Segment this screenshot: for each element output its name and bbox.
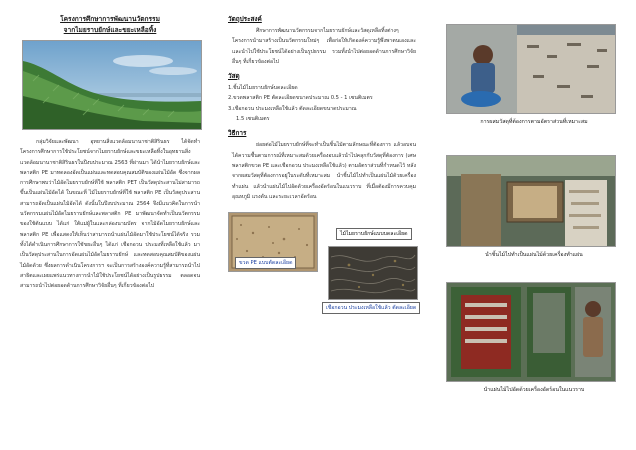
coastal-shrub-illustration [23,41,201,129]
mixing-caption: การผสมวัสดุที่ต้องการตามอัตราส่วนที่เหมาะสม [480,119,588,125]
rope-illustration [329,247,417,299]
pe-caption-tag: ขวด PE แบบตัดละเอียด [235,257,296,269]
material-item: 1.ชิ้นไม้ไมยราบยักษ์บดละเอียด [228,85,298,92]
materials-list [228,83,416,124]
rope-caption-tag: เชือกอวน ประมงเหลือใช้แล้ว ตัดละเอียด [322,302,420,314]
chopped-caption-tag: ไม้ไมยราบยักษ์แบบบดละเอียด [336,228,412,240]
title-line-1: โครงการศึกษาการพัฒนานวัตกรรม [60,15,160,23]
hot-press-photo [446,282,616,382]
intro-paragraph: กลุ่มวิจัยและพัฒนา อุทยานสิ่งแวดล้อมนานาชาติสิรินธร ได้จัดทำโครงการศึกษาการใช้ประโยชน์จากไมยราบยักษ์และขยะเหลือทิ้งในอุทยานสิ่งแวดล้อมนานาชาติสิรินธรในปีงบประมาณ 2563 ที่ผ่านมา ได้นำไมยราบยักษ์และพลาสติก PE มาทดลองอัดเป็นแผ่นและทดสอบคุณสมบัติของแผ่นไม้อัด ซึ่งจากผลการศึกษาพบว่าไม้อัดไมยราบยักษ์ที่ใช้ พลาสติก PET เป็นวัสดุประสานไม่สามารถขึ้นเป็นแผ่นไม้อัดได้ ในขณะที่ ไม้ไมยราบยักษ์ที่ใช้ พลาสติก PE เป็นวัสดุประสานสามารถอัดเป็นแผ่นไม้อัดได้ ดังนั้นในปีงบประมาณ 2564 จึงมีแนวคิดในการนำนวัตกรรมแผ่นไม้อัดไมยราบยักษ์และพลาสติก PE มาพัฒนาจัดทำเป็นนวัตกรรมของใช้ต้นแบบ ได้แก่ ใต้แม่ผู้ในและกล่องนามบัตร จากไม้อัดไมยราบยักษ์และพลาสติก PE เพื่อแสดงให้เห็นว่าสามารถนำแผ่นไม้อัดมาใช้ประโยชน์ได้จริง รวมทั้งได้ดำเนินการศึกษาการใช้ขยะอื่นๆ ได้แก่ เชือกอวน ประมงที่เหลือใช้แล้ว มาเป็นวัสดุประสานในการอัดแผ่นไม้อัดไมยราบยักษ์ และทดสอบคุณสมบัติของแผ่นไม้อัดด้วย ซึ่งผลการดำเนินโครงการฯ จะเป็นการสร้างองค์ความรู้ที่สามารถนำไปสาธิตและเผยแพร่แนวทางการนำไม้ใช้ประโยชน์ได้อย่างเป็นรูปธรรม ตลอดจนสามารถนำไปต่อยอดด้านการศึกษาวิจัยอื่นๆ ที่เกี่ยวข้องต่อไป [20,139,200,290]
mat-forming-illustration [447,156,615,246]
mixing-illustration [447,25,615,113]
panel-method [212,0,424,450]
material-item: 1.5 เซนติเมตร [236,116,270,123]
method-text: ย่อยต่อไม้ไมยราบยักษ์ที่จะทำเป็นชิ้นไม้ตามลักษณะที่ต้องการ แล้วอบจนได้ความชื้นตามการณ์ที่เหมาะสมด้วยเครื่องอบแล้วนำไปคลุกกับวัสดุที่ต้องการ (เศษพลาสติกขวด PE และเชือกอวน ประมงเหลือใช้แล้ว) ตามอัตราส่วนที่กำหนดไว้ หลังจากผสมวัสดุที่ต้องการอยู่ในระดับที่เหมาะสม นำชิ้นไม้ไปทำเป็นแผ่นไม้ด้วยเครื่องทำแผ่น แล้วนำแผ่นไม้ไปอัดด้วยเครื่องอัดร้อนในแนวราบ ที่เมื่อต้องมีการควบคุมอุณหภูมิ แรงดัน และระยะเวลาอัดร้อน [232,142,416,200]
material-item: 2.ขวดพลาสติก PE ตัดละเอียดขนาดประมาณ 0.5 - 1 เซนติเมตร [228,95,373,102]
materials-photo-group [228,210,416,330]
mixing-materials-photo [446,24,616,114]
objective-text: ศึกษาการพัฒนานวัตกรรมจากไมยราบยักษ์และวัสดุเหลือทิ้งต่างๆ โครงการนำมาสร้างเป็นนวัตกรรมใหม่ๆ เพื่อก่อให้เกิดองค์ความรู้พึ่งพาตนเองและ และนำไปใช้ประโยชน์ได้อย่างเป็นรูปธรรม รวมทั้งนำไปต่อยอดด้านการศึกษาวิจัยอื่นๆ ที่เกี่ยวข้องต่อไป [232,28,416,65]
hot-press-caption: นำแผ่นไม้ไปอัดด้วยเครื่องอัดร้อนในแนวราบ [483,387,585,393]
chopped-mimosa-photo [228,212,318,272]
mat-forming-photo [446,155,616,247]
objective-heading: วัตถุประสงค์ [228,15,262,23]
mat-forming-caption: นำชิ้นไม้ไปทำเป็นแผ่นไม้ด้วยเครื่องทำแผ่น [485,252,583,258]
panel-process-photos [424,0,636,450]
materials-heading: วัสดุ [228,72,240,81]
coastal-shrub-photo [22,40,202,130]
hot-press-illustration [447,283,615,381]
material-item: 3.เชือกอวน ประมงเหลือใช้แล้ว ตัดละเอียดขนาดประมาณ [228,105,357,112]
panel-intro [0,0,212,450]
fishing-rope-photo [328,246,418,300]
method-heading: วิธีการ [228,129,247,138]
title-line-2: จากไมยราบยักษ์และขยะเหลือทิ้ง [63,26,157,34]
